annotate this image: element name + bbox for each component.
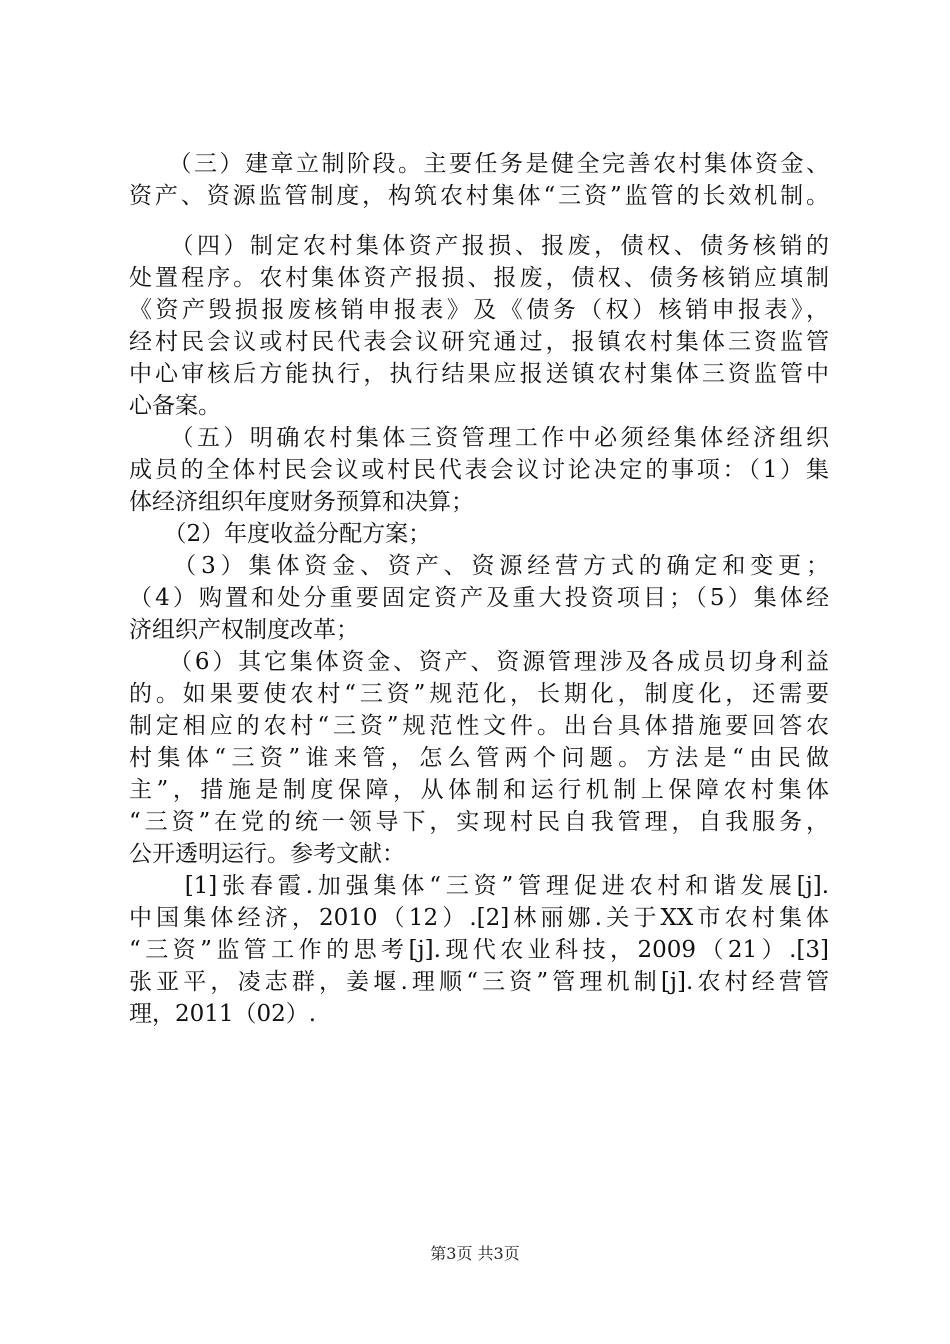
paragraph-line: 公开透明运行。参考文献：: [129, 841, 405, 867]
reference-line: 张亚平，凌志群，姜堰.理顺“三资”管理机制[j].农村经营管: [129, 969, 829, 995]
paragraph-line: 体经济组织年度财务预算和决算；: [129, 489, 474, 515]
paragraph-line: （三）建章立制阶段。主要任务是健全完善农村集体资金、: [129, 151, 829, 177]
paragraph-line: 济组织产权制度改革；: [129, 617, 359, 643]
paragraph-line: 中心审核后方能执行，执行结果应报送镇农村集体三资监管中: [129, 361, 829, 387]
page-number-footer: 第3页 共3页: [430, 1244, 520, 1263]
paragraph-line: 制定相应的农村“三资”规范性文件。出台具体措施要回答农: [129, 713, 829, 739]
paragraph-line: （6）其它集体资金、资产、资源管理涉及各成员切身利益: [129, 649, 829, 675]
paragraph-line: 成员的全体村民会议或村民代表会议讨论决定的事项：（1）集: [129, 457, 829, 483]
paragraph-line: （四）制定农村集体资产报损、报废，债权、债务核销的: [129, 233, 829, 259]
reference-line: [1]张春霞.加强集体“三资”管理促进农村和谐发展[j].: [129, 873, 829, 899]
paragraph-line: 主”，措施是制度保障，从体制和运行机制上保障农村集体: [129, 777, 829, 803]
paragraph-line: 心备案。: [129, 393, 221, 419]
reference-line: 理，2011（02）.: [129, 1001, 317, 1027]
paragraph-line: （3）集体资金、资产、资源经营方式的确定和变更；: [129, 553, 829, 579]
paragraph-line: 的。如果要使农村“三资”规范化，长期化，制度化，还需要: [129, 681, 829, 707]
paragraph-line: “三资”在党的统一领导下，实现村民自我管理，自我服务，: [129, 809, 829, 835]
reference-line: 中国集体经济，2010（12）.[2]林丽娜.关于XX市农村集体: [129, 905, 829, 931]
paragraph-line: （2）年度收益分配方案；: [129, 521, 432, 547]
paragraph-line: 《资产毁损报废核销申报表》及《债务（权）核销申报表》，: [129, 297, 829, 323]
paragraph-line: 经村民会议或村民代表会议研究通过，报镇农村集体三资监管: [129, 329, 829, 355]
paragraph-line: （4）购置和处分重要固定资产及重大投资项目；（5）集体经: [129, 585, 829, 611]
paragraph-line: 资产、资源监管制度，构筑农村集体“三资”监管的长效机制。: [129, 183, 829, 209]
paragraph-line: 村集体“三资”谁来管，怎么管两个问题。方法是“由民做: [129, 745, 829, 771]
paragraph-line: （五）明确农村集体三资管理工作中必须经集体经济组织: [129, 425, 829, 451]
paragraph-line: 处置程序。农村集体资产报损、报废，债权、债务核销应填制: [129, 265, 829, 291]
reference-line: “三资”监管工作的思考[j].现代农业科技，2009（21）.[3]: [129, 937, 829, 963]
